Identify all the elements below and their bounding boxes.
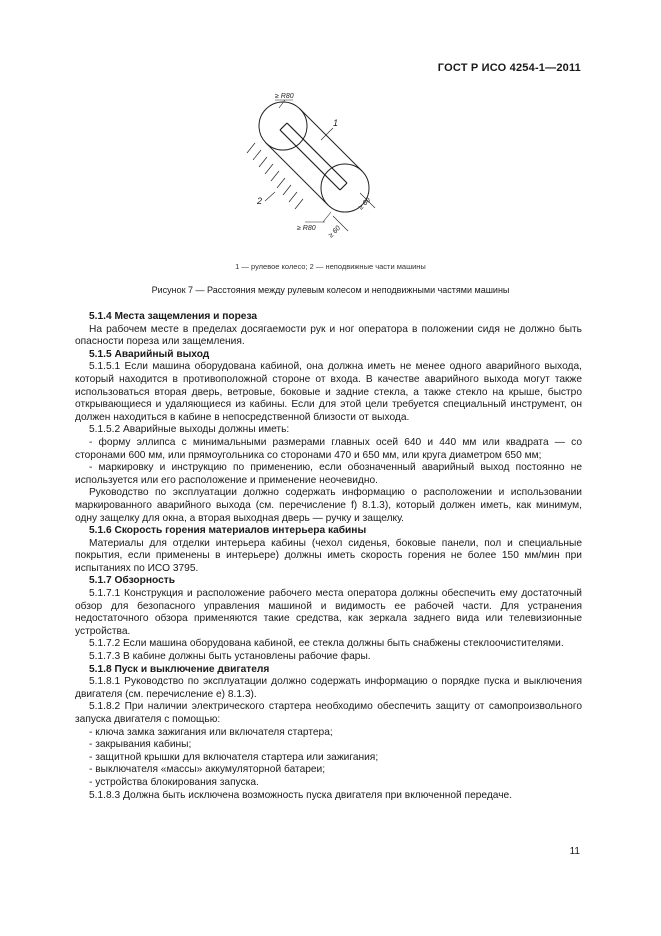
document-header: ГОСТ Р ИСО 4254-1—2011	[437, 62, 581, 74]
paragraph: 5.1.7.1 Конструкция и расположение рабочего места оператора должны обеспечить ему достаточный обзор для безопасного управления машиной и видимость ее рабочей части. Для устранения недостаточного обзора применяются такие средства, как зеркала заднего вида или телевизионные устройства.	[75, 588, 582, 637]
paragraph: 5.1.5.2 Аварийные выходы должны иметь:	[89, 424, 290, 436]
label-r80-top: ≥ R80	[275, 93, 294, 100]
paragraph: - ключа замка зажигания или включателя стартера;	[89, 726, 333, 738]
document-body	[75, 311, 582, 802]
paragraph: - форму эллипса с минимальными размерами главных осей 640 и 440 мм или квадрата — со сторонами 600 мм, или прямоугольника со сторонами 470 и 650 мм, или круга диаметром 650 мм;	[75, 436, 582, 461]
section-heading: 5.1.8 Пуск и выключение двигателя	[89, 663, 270, 675]
label-r80-bottom: ≥ R80	[297, 225, 316, 232]
paragraph: 5.1.8.3 Должна быть исключена возможность пуска двигателя при включенной передаче.	[89, 789, 513, 801]
paragraph: 5.1.8.1 Руководство по эксплуатации должно содержать информацию о порядке пуска и выключения двигателя (см. перечисление e) 8.1.3).	[75, 676, 582, 700]
paragraph: 5.1.8.2 При наличии электрического стартера необходимо обеспечить защиту от самопроизвольного запуска двигателя с помощью:	[75, 701, 582, 725]
section-heading: 5.1.6 Скорость горения материалов интерьера кабины	[89, 525, 367, 537]
paragraph: 5.1.7.3 В кабине должны быть установлены рабочие фары.	[89, 651, 371, 663]
label-2: 2	[257, 196, 263, 206]
paragraph: - закрывания кабины;	[89, 739, 192, 751]
paragraph: На рабочем месте в пределах досягаемости рук и ног оператора в положении сидя не должно быть опасности пореза или защемления.	[75, 323, 582, 348]
fixed-part-hatching	[247, 143, 303, 209]
steering-wheel-rim	[280, 123, 347, 190]
paragraph: 5.1.5.1 Если машина оборудована кабиной, она должна иметь не менее одного аварийного выхода, который находится в противоположной стороне от входа. В качестве аварийного выхода могут также использоваться вторая дверь, ветровые, боковые и задние стекла, а также стекло на крыше, быстро открывающиеся и удаляющиеся из кабины. Если для этой цели требуется специальный инструмент, он должен находиться в кабине в непосредственной близости от выхода.	[75, 361, 582, 423]
section-heading: 5.1.5 Аварийный выход	[89, 348, 210, 360]
paragraph: - маркировку и инструкцию по применению, если обозначенный аварийный выход постоянно не используется или его расположение и применение неочевидно.	[75, 462, 582, 486]
paragraph: - защитной крышки для включателя стартера или зажигания;	[89, 751, 379, 763]
label-1: 1	[333, 118, 339, 128]
section-heading: 5.1.7 Обзорность	[89, 575, 175, 587]
section-heading: 5.1.4 Места защемления и пореза	[89, 311, 258, 322]
paragraph: Материалы для отделки интерьера кабины (чехол сиденья, боковые панели, пол и специальные покрытия, если применены в интерьере) должны иметь скорость горения не более 150 мм/мин при испытаниях по ИСО 3795.	[75, 537, 582, 574]
label-60-bottom: ≥ 60	[327, 224, 343, 240]
paragraph: 5.1.7.2 Если машина оборудована кабиной, ее стекла должны быть снабжены стеклоочистителями.	[89, 638, 564, 650]
figure-caption: Рисунок 7 — Расстояния между рулевым колесом и неподвижными частями машины	[151, 285, 510, 295]
page-number: 11	[569, 846, 580, 857]
figure-legend: 1 — рулевое колесо; 2 — неподвижные части машины	[235, 262, 426, 271]
figure-7-diagram	[245, 88, 385, 248]
label-60-right: ≥ 60	[357, 196, 373, 212]
paragraph: Руководство по эксплуатации должно содержать информацию о расположении и использовании маркированного аварийного выхода (см. перечисление f) 8.1.3), который должен иметь, как минимум, одну защелку для окна, а вторая выходная дверь — ручку и защелку.	[75, 487, 582, 524]
paragraph: - выключателя «массы» аккумуляторной батареи;	[89, 764, 326, 776]
paragraph: - устройства блокирования запуска.	[89, 776, 259, 788]
